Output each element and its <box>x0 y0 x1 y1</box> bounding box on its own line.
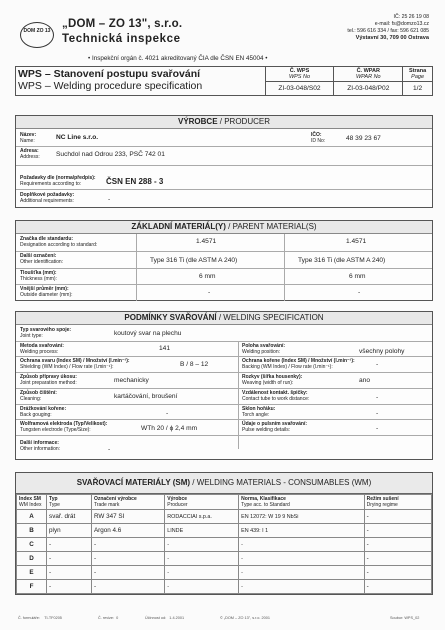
gouging-label: Drážkování kořene: <box>20 406 67 412</box>
consumables-cell: - <box>239 566 364 580</box>
additional-req-value: - <box>108 196 111 203</box>
producer-address: Suchdol nad Odrou 233, PSČ 742 01 <box>56 151 165 158</box>
gouging-label-en: Back gouging: <box>20 412 52 418</box>
process-label: Metoda svařování: <box>20 343 64 349</box>
consumables-cell: - <box>47 552 92 566</box>
joint-type-label-en: Joint type: <box>20 333 43 339</box>
consumables-header-row <box>17 495 432 510</box>
company-address: Výstavní 30, 709 00 Ostrava <box>355 35 429 41</box>
requirements-value: ČSN EN 288 - 3 <box>106 177 164 186</box>
footer-copyright: © „DOM – ZO 13", s.r.o. 2001 <box>220 616 270 620</box>
col-header-cz: Výrobce <box>167 496 188 502</box>
consumables-cell: - <box>91 566 164 580</box>
conditions-title: PODMÍNKY SVAŘOVÁNÍ / WELDING SPECIFICATION <box>124 313 324 322</box>
consumables-cell: svař. drát <box>47 510 92 524</box>
additional-req-label: Doplňkové požadavky: <box>20 192 75 198</box>
consumables-cell: - <box>364 566 431 580</box>
parent-material-section <box>15 220 433 301</box>
producer-section <box>15 115 433 208</box>
process-label-en: Welding process: <box>20 349 59 355</box>
name-label-en: Name: <box>20 138 35 144</box>
wpar-number: ZI-03-048/P02 <box>334 82 403 96</box>
accreditation-note: • Inspekční orgán č. 4021 akreditovaný ČIA dle ČSN EN 45004 • <box>88 55 268 62</box>
consumables-cell: - <box>47 566 92 580</box>
backing-label-en: Backing (WM Index) / Flow rate (l.min⁻¹): <box>242 364 333 370</box>
company-email: e-mail: fs@domzo13.cz <box>374 21 429 27</box>
consumables-cell: RW 347 SI <box>91 510 164 524</box>
consumables-title: SVAŘOVACÍ MATERIÁLY (SM) / WELDING MATERIALS - CONSUMABLES (WM) <box>16 473 432 494</box>
address-label: Adresa: <box>20 148 39 154</box>
producer-name: NC Line s.r.o. <box>56 134 99 141</box>
material-1-designation: 1.4571 <box>196 238 217 245</box>
requirements-label-en: Requirements according to: <box>20 181 82 187</box>
col-header-en: Type acc. to Standard <box>241 502 290 508</box>
footer-effective: Účinnost od: 1.4.2001 <box>145 616 185 620</box>
consumables-col-header <box>17 495 47 510</box>
col-header-cz: Norma, Klasifikace <box>241 496 286 502</box>
shielding-label: Ochrana svaru (Index SM) / Množství (l.min⁻¹): <box>20 358 130 364</box>
footer-file: Soubor: WPS_02 <box>390 616 420 620</box>
other-id-label: Další označení: <box>20 253 57 259</box>
consumables-cell: - <box>165 580 239 594</box>
company-subtitle: Technická inspekce <box>62 33 181 45</box>
col-header-en: Producer <box>167 502 188 508</box>
weaving-value: ano <box>359 377 371 384</box>
consumables-cell: - <box>364 510 431 524</box>
company-phone: tel.: 596 616 334 / fax: 596 621 085 <box>347 28 429 34</box>
consumables-cell: - <box>364 524 431 538</box>
consumables-cell: - <box>239 538 364 552</box>
consumables-cell: B <box>17 524 47 538</box>
consumables-cell: A <box>17 510 47 524</box>
position-value: všechny polohy <box>359 348 405 355</box>
shielding-value: B / 8 – 12 <box>180 361 209 368</box>
consumables-col-header <box>239 495 364 510</box>
tungsten-label: Wolframová elektroda (Typ/Velikost): <box>20 421 108 427</box>
torch-angle-value: - <box>376 410 379 417</box>
material-1-diameter: - <box>208 289 211 296</box>
consumables-cell: E <box>17 566 47 580</box>
company-logo: DOM ZO 13 <box>20 22 54 48</box>
page-label-cell: Strana Page <box>403 67 433 82</box>
doc-title-cz: WPS – Stanovení postupu svařování <box>18 68 201 80</box>
cleaning-label: Způsob čištění: <box>20 390 57 396</box>
col-header-en: Drying regime <box>366 502 398 508</box>
consumables-cell: - <box>165 552 239 566</box>
ico-label-en: ID No: <box>311 138 326 144</box>
doc-title-en: WPS – Welding procedure specification <box>18 80 203 92</box>
prep-label: Způsob přípravy úkosu: <box>20 374 77 380</box>
process-value: 141 <box>159 345 171 352</box>
consumables-row <box>17 580 432 594</box>
doc-title-cell <box>16 67 266 96</box>
company-ic: IČ: 25 26 19 08 <box>393 14 429 20</box>
shielding-label-en: Shielding (WM Index) / Flow rate (l.min⁻¹): <box>20 364 114 370</box>
consumables-row <box>17 538 432 552</box>
other-id-label-en: Other identification: <box>20 259 64 265</box>
material-2-thickness: 6 mm <box>349 273 366 280</box>
consumables-cell: EN 12072: W 19 9 NbSi <box>239 510 364 524</box>
consumables-cell: Argon 4.6 <box>91 524 164 538</box>
consumables-cell: F <box>17 580 47 594</box>
producer-title: VÝROBCE / PRODUCER <box>177 117 270 126</box>
consumables-cell: RODACCIAI s.p.a. <box>165 510 239 524</box>
material-1-other-id: Type 316 Ti (dle ASTM A 240) <box>150 257 238 264</box>
consumables-cell: LINDE <box>165 524 239 538</box>
consumables-col-header <box>47 495 92 510</box>
col-header-cz: Režim sušení <box>366 496 399 502</box>
backing-label: Ochrana kořene (Index SM) / Množství (l.min⁻¹): <box>242 358 355 364</box>
consumables-table <box>16 494 432 594</box>
name-label: Název: <box>20 132 37 138</box>
position-label: Poloha svařování: <box>242 343 286 349</box>
joint-type-label: Typ svarového spoje: <box>20 327 72 333</box>
consumables-cell: - <box>47 580 92 594</box>
welding-conditions-section <box>15 311 433 460</box>
diameter-label: Vnější průměr (mm): <box>20 286 69 292</box>
material-2-diameter: - <box>358 289 361 296</box>
wps-number: ZI-03-048/S02 <box>265 82 334 96</box>
ico-label: IČO: <box>311 132 322 138</box>
torch-angle-label-en: Torch angle: <box>242 412 270 418</box>
consumables-col-header <box>91 495 164 510</box>
backing-value: - <box>376 361 379 368</box>
consumables-cell: - <box>165 566 239 580</box>
wps-label-cell: Č. WPS WPS No <box>265 67 334 82</box>
thickness-label-en: Thickness (mm): <box>20 276 57 282</box>
thickness-label: Tloušťka (mm): <box>20 270 57 276</box>
consumables-cell: - <box>364 580 431 594</box>
consumables-row <box>17 566 432 580</box>
designation-label: Značka dle standardu: <box>20 236 74 242</box>
address-label-en: Address: <box>20 154 40 160</box>
col-header-cz: Označení výrobce <box>93 496 137 502</box>
consumables-cell: D <box>17 552 47 566</box>
consumables-cell: C <box>17 538 47 552</box>
designation-label-en: Designation according to standard: <box>20 242 98 248</box>
cleaning-value: kartáčování, broušení <box>114 393 178 400</box>
col-header-en: Trade mark <box>93 502 120 508</box>
consumables-cell: - <box>239 580 364 594</box>
consumables-cell: - <box>47 538 92 552</box>
col-header-en: WM Index <box>19 502 42 508</box>
document-header-table <box>15 66 433 96</box>
pulse-label: Údaje o pulsním svařování: <box>242 421 308 427</box>
consumables-cell: EN 439: I 1 <box>239 524 364 538</box>
weaving-label: Rozkyv (šířka housenky): <box>242 374 303 380</box>
joint-type-value: koutový svar na plechu <box>114 330 182 337</box>
position-label-en: Welding position: <box>242 349 280 355</box>
tungsten-label-en: Tungsten electrode (Type/Size): <box>20 427 91 433</box>
distance-label: Vzdálenost kontakt. špičky: <box>242 390 308 396</box>
consumables-cell: - <box>364 538 431 552</box>
parent-title: ZÁKLADNÍ MATERIÁL(Y) / PARENT MATERIAL(S) <box>131 222 317 231</box>
consumables-section <box>15 472 433 595</box>
prep-label-en: Joint preparation method: <box>20 380 77 386</box>
cleaning-label-en: Cleaning: <box>20 396 42 402</box>
consumables-cell: - <box>165 538 239 552</box>
footer-revision: Č. revize: 0 <box>98 616 119 620</box>
material-2-other-id: Type 316 Ti (dle ASTM A 240) <box>298 257 386 264</box>
consumables-cell: - <box>239 552 364 566</box>
consumables-cell: - <box>364 552 431 566</box>
distance-label-en: Contact tube to work distance: <box>242 396 310 402</box>
consumables-col-header <box>364 495 431 510</box>
other-info-value: - <box>108 446 111 453</box>
diameter-label-en: Outside diameter (mm): <box>20 292 73 298</box>
col-header-cz: Index SM <box>19 496 41 502</box>
company-contact <box>347 14 429 42</box>
weaving-label-en: Weaving (width of run): <box>242 380 294 386</box>
distance-value: - <box>376 394 379 401</box>
producer-ico: 48 39 23 67 <box>346 135 381 142</box>
torch-angle-label: Sklon hořáku: <box>242 406 276 412</box>
consumables-col-header <box>165 495 239 510</box>
material-2-designation: 1.4571 <box>346 238 367 245</box>
consumables-cell: - <box>91 538 164 552</box>
col-header-en: Type <box>49 502 60 508</box>
pulse-label-en: Pulse welding details: <box>242 427 291 433</box>
requirements-label: Požadavky dle (norma/předpis): <box>20 175 96 181</box>
consumables-row <box>17 510 432 524</box>
company-name: „DOM – ZO 13", s.r.o. <box>62 18 183 30</box>
wpar-label-cell: Č. WPAR WPAR No <box>334 67 403 82</box>
consumables-row <box>17 552 432 566</box>
material-1-thickness: 6 mm <box>199 273 216 280</box>
pulse-value: - <box>376 425 379 432</box>
col-header-cz: Typ <box>49 496 58 502</box>
gouging-value: - <box>166 410 169 417</box>
footer-form-no: Č. formuláře: TI-TF0205 <box>18 616 62 620</box>
tungsten-value: WTh 20 / ϕ 2,4 mm <box>141 425 198 432</box>
other-info-label: Další informace: <box>20 440 59 446</box>
consumables-cell: - <box>91 580 164 594</box>
consumables-cell: plyn <box>47 524 92 538</box>
page-number: 1/2 <box>403 82 433 96</box>
other-info-label-en: Other information: <box>20 446 61 452</box>
prep-value: mechanicky <box>114 377 149 384</box>
additional-req-label-en: Additional requirements: <box>20 198 74 204</box>
consumables-row <box>17 524 432 538</box>
consumables-cell: - <box>91 552 164 566</box>
